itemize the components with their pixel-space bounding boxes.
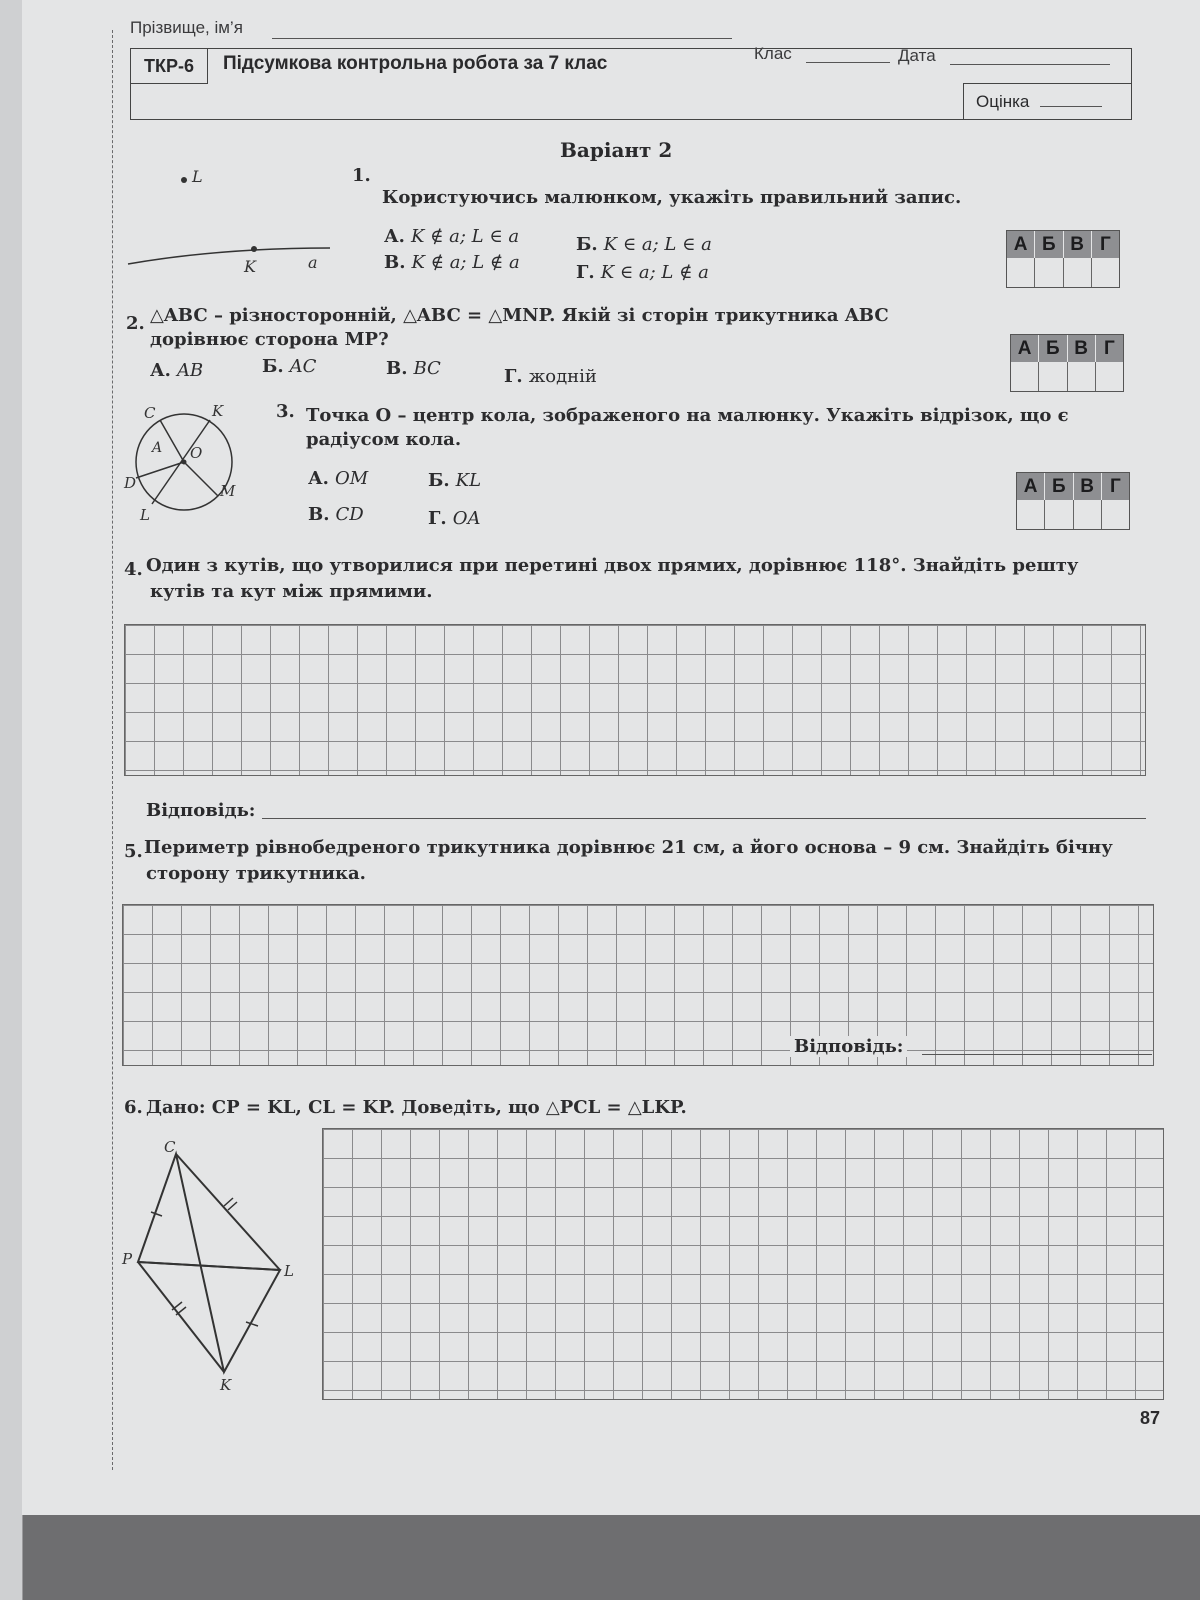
task3-option-c[interactable]: В. CD [308,504,364,525]
task2-text-line2: дорівнює сторона MP? [150,329,389,350]
fig1-label-L: L [192,167,203,186]
task5-text-line2: сторону трикутника. [146,863,366,884]
task1-option-c[interactable]: В. K ∉ a; L ∉ a [384,252,520,273]
task5-text-line1: Периметр рівнобедреного трикутника дорівнює 21 см, а його основа – 9 см. Знайдіть бічну [144,837,1113,858]
fig6-label-K: K [220,1376,232,1390]
task6-number: 6. [124,1097,143,1118]
diagonal-PL [138,1262,280,1270]
fig3-label-C: C [144,404,156,422]
point-K [251,246,257,252]
task6-work-grid[interactable] [322,1128,1164,1400]
task2-option-b[interactable]: Б. AC [262,356,317,377]
task2-text-line1: △ABC – різносторонній, △ABC = △MNP. Якій зі сторін трикутника ABC [150,305,889,326]
line-a [128,248,330,264]
task2-number: 2. [126,313,145,334]
test-code: ТКР-6 [131,49,208,84]
task5-work-grid[interactable] [122,904,1154,1066]
center-O [182,460,187,465]
variant-title: Варіант 2 [560,138,673,162]
task1-text: Користуючись малюнком, укажіть правильний запис. [382,187,962,208]
segment-DO [136,462,184,478]
task3-answer-box[interactable]: А Б В Г [1016,472,1130,530]
task4-work-grid[interactable] [124,624,1146,776]
task4-answer-label: Відповідь: [146,800,256,821]
task3-option-a[interactable]: А. OM [308,468,369,489]
page-number: 87 [1140,1408,1161,1428]
task2-answer-box[interactable]: А Б В Г [1010,334,1124,392]
date-label: Дата [898,46,936,65]
task1-option-d[interactable]: Г. K ∈ a; L ∉ a [576,262,709,283]
task1-option-b[interactable]: Б. K ∈ a; L ∈ a [576,234,712,255]
task2-option-d[interactable]: Г. жодній [504,366,597,387]
class-label: Клас [754,44,792,63]
task4-text-line1: Один з кутів, що утворилися при перетині двох прямих, дорівнює 118°. Знайдіть решту [146,555,1079,576]
tick-CL-2 [228,1202,237,1210]
task5-number: 5. [124,841,143,862]
fig3-label-K: K [212,402,224,420]
task6-text: Дано: CP = KL, CL = KP. Доведіть, що △PCL = △LKP. [146,1097,687,1118]
cut-line [112,30,113,1470]
task3-circle-figure [122,400,262,530]
chord-KL [152,420,210,504]
side-CL [176,1154,280,1270]
task1-option-a[interactable]: А. K ∉ a; L ∈ a [384,226,520,247]
task1-figure [120,160,340,280]
fig3-label-D: D [124,474,137,492]
fig6-label-P: P [122,1250,133,1268]
task4-answer-field[interactable] [262,818,1146,819]
task1-number: 1. [352,165,371,186]
segment-OM [184,462,218,496]
task5-answer-label: Відповідь: [790,1036,907,1057]
segment-CO [160,420,184,462]
grade-label: Оцінка [976,92,1030,111]
task6-quadrilateral-figure [120,1140,310,1390]
fig3-label-L: L [140,506,150,524]
grade-field[interactable] [1040,106,1102,107]
fig1-label-K: K [244,257,256,276]
task3-text-line2: радіусом кола. [306,429,462,450]
surname-field[interactable] [272,38,732,39]
test-title-box [130,48,1132,120]
task1-answer-box[interactable]: А Б В Г [1006,230,1120,288]
adjacent-page-edge [0,0,23,1600]
task3-option-b[interactable]: Б. KL [428,470,482,491]
task2-option-c[interactable]: В. BC [386,358,441,379]
task4-number: 4. [124,559,143,580]
task3-text-line1: Точка O – центр кола, зображеного на малюнку. Укажіть відрізок, що є [306,405,1069,426]
task3-number: 3. [276,401,295,422]
fig6-label-C: C [164,1140,176,1156]
test-title: Підсумкова контрольна робота за 7 клас [223,53,608,74]
fig3-label-A: A [152,440,163,456]
grade-cell[interactable] [963,83,1131,119]
fig1-label-a: a [308,253,318,272]
surname-label: Прізвище, ім’я [130,18,243,37]
point-L [181,177,187,183]
task4-text-line2: кутів та кут між прямими. [150,581,433,602]
fig3-label-M: M [220,482,236,500]
task2-option-a[interactable]: А. AB [150,360,204,381]
fig3-label-O: O [190,444,203,462]
task3-option-d[interactable]: Г. OA [428,508,481,529]
fig6-label-L: L [284,1262,294,1280]
tick-CP [151,1212,162,1216]
tick-CL-1 [224,1198,233,1206]
task5-answer-field[interactable] [922,1054,1152,1055]
